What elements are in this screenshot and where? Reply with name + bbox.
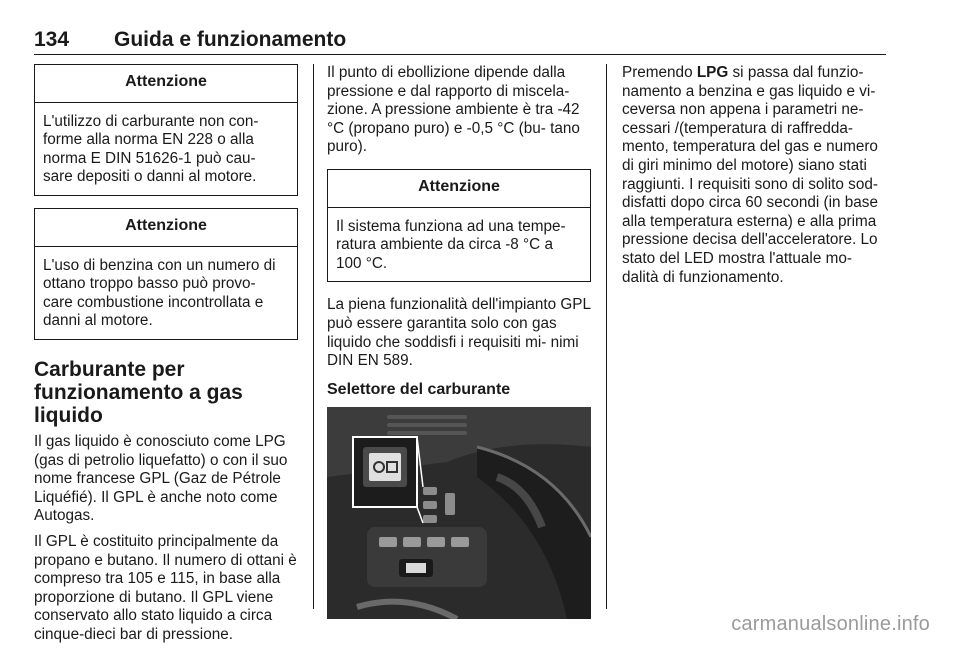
lpg-keyword: LPG — [696, 64, 729, 81]
lpg-composition-paragraph: Il GPL è costituito principalmente da propano e butano. Il numero di ottani è compreso tra 105 e 115, in base alla proporzione di butano. Il GPL viene conservato allo stato liquido a circa cinque-dieci bar di pressione. — [34, 532, 297, 643]
warning-box-2 — [34, 208, 298, 340]
page-number: 134 — [34, 28, 70, 51]
column-2 — [327, 64, 591, 625]
fuel-selector-heading: Selettore del carburante — [327, 380, 511, 398]
warning-body-1: L'utilizzo di carburante non con- forme alla norma EN 228 o alla norma E DIN 51626-1 può cau- sare depositi o danni al motore. — [43, 112, 259, 186]
column-3 — [622, 64, 890, 294]
column-divider-2 — [606, 64, 607, 609]
column-divider-1 — [313, 64, 314, 609]
warning-body-3: Il sistema funziona ad una tempe- ratura ambiente da circa -8 °C a 100 °C. — [336, 217, 566, 272]
chapter-title: Guida e funzionamento — [114, 28, 347, 51]
warning-title-1: Attenzione — [35, 65, 297, 103]
warning-box-1 — [34, 64, 298, 196]
section-title-lpg: Carburante per funzionamento a gas liquido — [34, 357, 243, 427]
column-1 — [34, 64, 298, 651]
lpg-paragraph-rest: si passa dal funzio- namento a benzina e gas liquido e vi- ceversa non appena i parametri ne- cessari /(temperatura di raffredda- mento, temperatura del gas e numero di giri minimo del motore) siano stati raggiunti. I requisiti sono di solito sod- disfatti dopo circa 60 secondi (in base alla temperatura esterna) e alla prima pressione decisa dell'acceleratore. Lo stato del LED mostra l'attuale mo- dalità di funzionamento. — [622, 64, 878, 286]
fuel-selector-photo — [327, 407, 591, 619]
warning-body-2: L'uso di benzina con un numero di ottano troppo basso può provo- care combustione incontrollata e danni al motore. — [43, 256, 276, 330]
lpg-switch-paragraph — [622, 64, 890, 287]
boiling-point-paragraph: Il punto di ebollizione dipende dalla pressione e dal rapporto di miscela- zione. A pressione ambiente è tra -42 °C (propano puro) e -0,5 °C (bu- tano puro). — [327, 64, 580, 156]
lpg-paragraph-prefix: Premendo — [622, 64, 697, 81]
lpg-intro-paragraph: Il gas liquido è conosciuto come LPG (gas di petrolio liquefatto) o con il suo nome francese GPL (Gaz de Pétrole Liquéfié). Il GPL è anche noto come Autogas. — [34, 432, 288, 525]
watermark: carmanualsonline.info — [731, 613, 930, 635]
page-header — [34, 28, 886, 55]
lpg-functionality-paragraph: La piena funzionalità dell'impianto GPL può essere garantita solo con gas liquido che soddisfi i requisiti mi- nimi DIN EN 589. — [327, 296, 591, 370]
warning-title-2: Attenzione — [35, 209, 297, 247]
warning-box-3 — [327, 169, 591, 282]
warning-title-3: Attenzione — [328, 170, 590, 208]
